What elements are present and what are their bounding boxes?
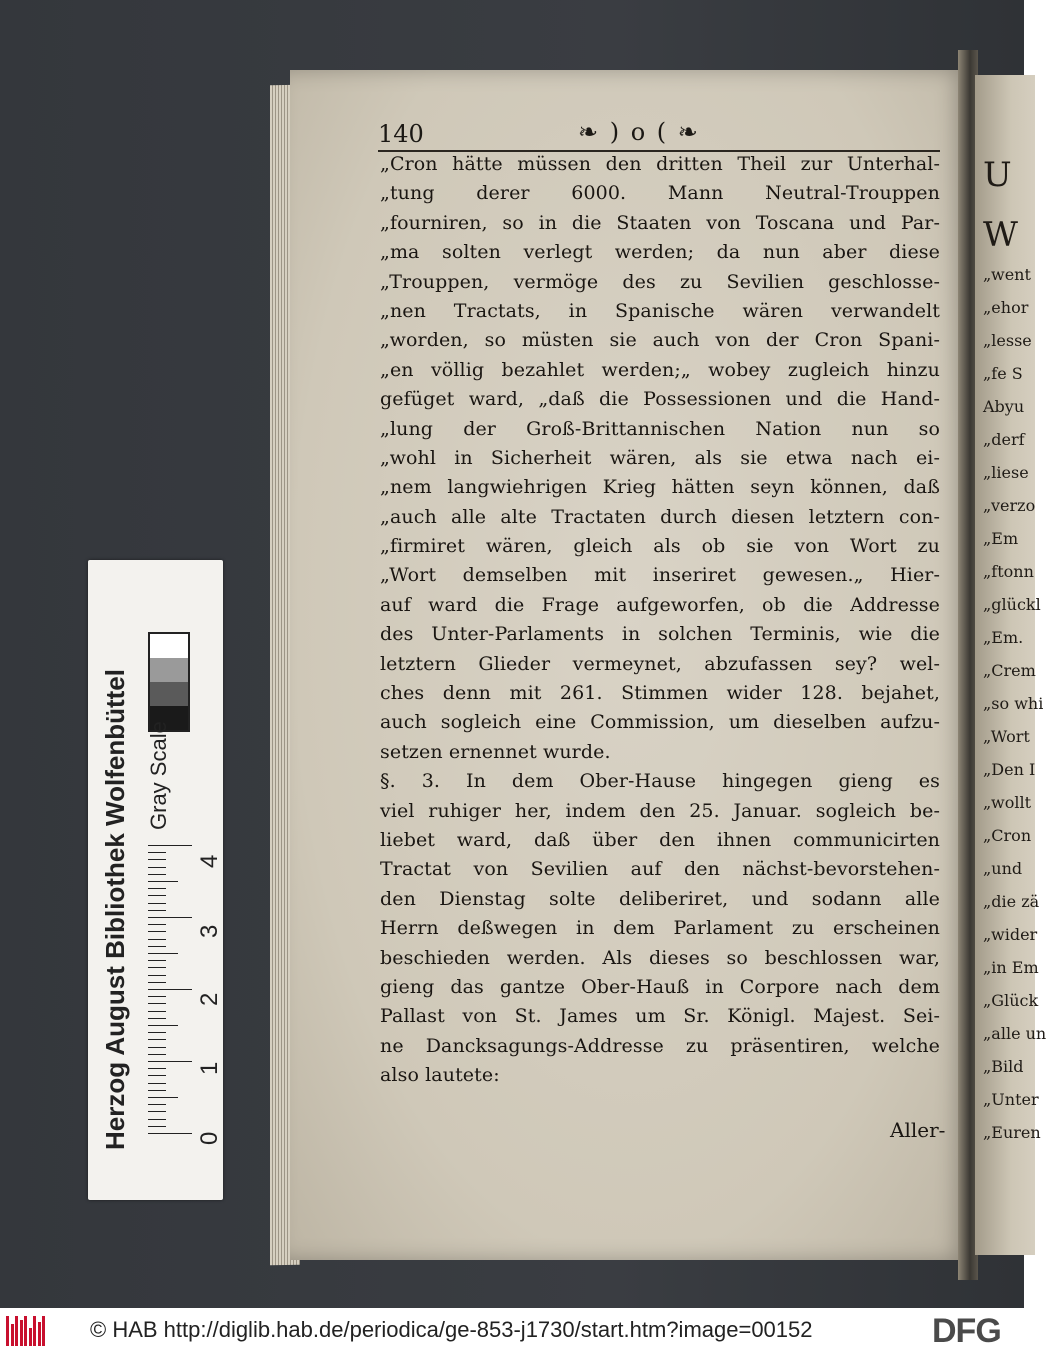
ruler-title: Herzog August Bibliothek Wolfenbüttel <box>100 669 130 1150</box>
copyright-link[interactable]: © HAB http://diglib.hab.de/periodica/ge-853-j1730/start.htm?image=00152 <box>90 1317 813 1342</box>
text-line: setzen ernennet wurde. <box>380 740 611 763</box>
catchword: Aller- <box>890 1118 946 1142</box>
facing-page-fragment: „Glück <box>983 991 1039 1010</box>
hab-logo-bar <box>15 1316 18 1346</box>
gray-scale-label: Gray Scale <box>146 721 171 830</box>
text-line: „en völlig bezahlet werden;„ wobey zugleich hinzu <box>380 358 940 381</box>
ruler-tick <box>148 931 166 932</box>
text-line: auf ward die Frage aufgeworfen, ob die Addresse <box>380 593 940 616</box>
hab-logo-bar <box>33 1316 36 1346</box>
text-line: beschieden werden. Als dieses so beschlossen war, <box>380 946 940 969</box>
ruler-tick <box>148 1018 166 1019</box>
hab-logo-bar <box>6 1316 9 1346</box>
text-line: gefüget ward, „daß die Possessionen und die Hand- <box>380 388 940 411</box>
text-line: „worden, so müsten sie auch von der Cron Spani- <box>380 329 940 352</box>
text-line: „wohl in Sicherheit wären, als sie etwa nach ei- <box>380 446 940 469</box>
text-line: viel ruhiger her, indem den 25. Januar. sogleich be- <box>380 799 940 822</box>
text-line: „nem langwiehrigen Krieg hätten seyn können, daß <box>380 476 940 499</box>
ruler-tick <box>148 939 166 940</box>
ruler-number-2: 2 <box>196 992 223 1006</box>
text-line: „Trouppen, vermöge des zu Sevilien geschlosse- <box>380 270 940 293</box>
ruler-tick <box>148 975 166 976</box>
facing-page-fragment: „Wort <box>983 727 1030 746</box>
text-line: letztern Glieder vermeynet, abzufassen sey? wel- <box>380 652 940 675</box>
facing-page-fragment: „fe S <box>983 364 1023 383</box>
ruler-tick <box>148 1083 166 1084</box>
ruler-tick <box>148 1104 166 1105</box>
facing-page-fragment: „ehor <box>983 298 1029 317</box>
gray-scale-swatches <box>148 632 190 732</box>
facing-page-fragment: „Crem <box>983 661 1036 680</box>
ruler-tick <box>148 874 166 875</box>
text-line: ches denn mit 261. Stimmen wider 128. bejahet, <box>380 682 940 705</box>
ruler-tick <box>148 1075 166 1076</box>
page-number: 140 <box>378 120 424 148</box>
text-line: „tung derer 6000. Mann Neutral-Trouppen <box>380 182 940 205</box>
ruler-tick <box>148 1032 166 1033</box>
hab-logo-bar <box>38 1322 41 1346</box>
text-line: „Wort demselben mit inseriret gewesen.„ Hier- <box>380 564 940 587</box>
ruler-tick <box>148 845 192 846</box>
text-line: „nen Tractats, in Spanische wären verwandelt <box>380 299 940 322</box>
facing-page-fragment: „verzo <box>983 496 1036 515</box>
text-line: „lung der Groß-Brittannischen Nation nun so <box>380 417 940 440</box>
ruler-tick <box>148 881 178 882</box>
ruler-tick <box>148 1068 166 1069</box>
hab-logo-bar <box>24 1316 27 1346</box>
facing-page-fragment: „alle un <box>983 1024 1046 1043</box>
facing-page-fragment: W <box>983 215 1018 255</box>
header-ornament: ❧ ) o ( ❧ <box>578 118 700 146</box>
ruler-tick <box>148 859 166 860</box>
ruler-tick <box>148 1133 192 1134</box>
ruler-tick <box>148 1097 178 1098</box>
text-line: liebet ward, daß über den ihnen communicirten <box>380 828 940 851</box>
ruler-tick <box>148 1119 166 1120</box>
text-line: Herrn deßwegen in dem Parlament zu erscheinen <box>380 917 940 940</box>
ruler-tick <box>148 1061 192 1062</box>
facing-page-fragment: „Em. <box>983 628 1024 647</box>
ruler-number-4: 4 <box>196 854 223 868</box>
ruler-tick <box>148 989 192 990</box>
text-line: „Cron hätte müssen den dritten Theil zur Unterhal- <box>380 153 940 175</box>
facing-page-fragment: „Unter <box>983 1090 1039 1109</box>
hab-logo-icon <box>6 1316 46 1346</box>
facing-page-fragment: „die zä <box>983 892 1040 911</box>
hab-logo-bar <box>29 1328 32 1346</box>
text-line: des Unter-Parlaments in solchen Terminis, wie die <box>380 623 940 646</box>
ruler-tick <box>148 982 166 983</box>
text-line: ne Dancksagungs-Addresse zu präsentiren, welche <box>380 1034 940 1057</box>
swatch-white <box>150 634 188 658</box>
ruler-tick <box>148 903 166 904</box>
text-line: „auch alle alte Tractaten durch diesen letztern con- <box>380 505 940 528</box>
swatch-dark-gray <box>150 682 188 706</box>
ruler-number-3: 3 <box>196 924 223 938</box>
text-line: Tractat von Sevilien auf den nächst-bevorstehen- <box>380 858 940 881</box>
ruler-tick <box>148 888 166 889</box>
hab-logo-bar <box>42 1316 45 1346</box>
page-header <box>378 120 940 152</box>
ruler-tick <box>148 924 166 925</box>
text-line: auch sogleich eine Commission, um dieselben aufzu- <box>380 711 940 734</box>
ruler-tick <box>148 967 166 968</box>
ruler-tick <box>148 946 166 947</box>
hab-logo-bar <box>11 1324 14 1346</box>
facing-page-fragment: „wider <box>983 925 1038 944</box>
ruler-tick <box>148 867 166 868</box>
facing-page-fragment: „Em <box>983 529 1019 548</box>
facing-page-fragment: „in Em <box>983 958 1039 977</box>
text-line: „fourniren, so in die Staaten von Toscana und Par- <box>380 211 940 234</box>
facing-page-fragment: „ftonn <box>983 562 1034 581</box>
text-line: Pallast von St. James um Sr. Königl. Majest. Sei- <box>380 1005 940 1028</box>
ruler-tick <box>148 1025 178 1026</box>
facing-page-fragment: „derf <box>983 430 1025 449</box>
text-line: „ma solten verlegt werden; da nun aber diese <box>380 241 940 264</box>
ruler-number-1: 1 <box>196 1061 223 1075</box>
text-line: also lautete: <box>380 1064 500 1087</box>
ruler-number-0: 0 <box>196 1131 223 1145</box>
facing-page-fragment: „so whi <box>983 694 1044 713</box>
ruler-tick <box>148 1090 166 1091</box>
facing-page <box>975 75 1046 1255</box>
ruler-tick <box>148 1054 166 1055</box>
facing-page-fragment: „und <box>983 859 1023 878</box>
text-line: „firmiret wären, gleich als ob sie von Wort zu <box>380 535 940 558</box>
facing-page-fragment: „Bild <box>983 1057 1024 1076</box>
facing-page-fragment: „Den I <box>983 760 1036 779</box>
facing-page-fragment: „went <box>983 265 1031 284</box>
dfg-logo: DFG <box>932 1312 1001 1350</box>
ruler-tick <box>148 1003 166 1004</box>
ruler-tick <box>148 917 192 918</box>
footer-bar <box>0 1308 1024 1354</box>
ruler-tick <box>148 1039 166 1040</box>
page-text <box>380 150 940 1091</box>
text-line: den Dienstag solte deliberiret, und sodann alle <box>380 887 940 910</box>
facing-page-fragment: „liese <box>983 463 1029 482</box>
ruler-tick <box>148 960 166 961</box>
facing-page-fragment: U <box>983 155 1012 195</box>
facing-page-fragment: „wollt <box>983 793 1031 812</box>
ruler-tick <box>148 1047 166 1048</box>
ruler-tick <box>148 1126 166 1127</box>
swatch-light-gray <box>150 658 188 682</box>
ruler-ticks <box>148 845 192 1145</box>
text-line: §. 3. In dem Ober-Hause hingegen gieng es <box>380 770 940 793</box>
ruler-tick <box>148 895 166 896</box>
ruler-tick <box>148 996 166 997</box>
text-line: gieng das gantze Ober-Hauß in Corpore nach dem <box>380 975 940 998</box>
facing-page-fragment: „lesse <box>983 331 1032 350</box>
ruler-tick <box>148 852 166 853</box>
ruler-tick <box>148 953 178 954</box>
facing-page-fragment: Abyu <box>983 397 1025 416</box>
hab-logo-bar <box>20 1320 23 1346</box>
facing-page-fragment: „Euren <box>983 1123 1041 1142</box>
facing-page-fragment: „glückl <box>983 595 1041 614</box>
ruler-tick <box>148 1011 166 1012</box>
ruler-tick <box>148 910 166 911</box>
facing-page-fragment: „Cron <box>983 826 1032 845</box>
ruler-tick <box>148 1111 166 1112</box>
